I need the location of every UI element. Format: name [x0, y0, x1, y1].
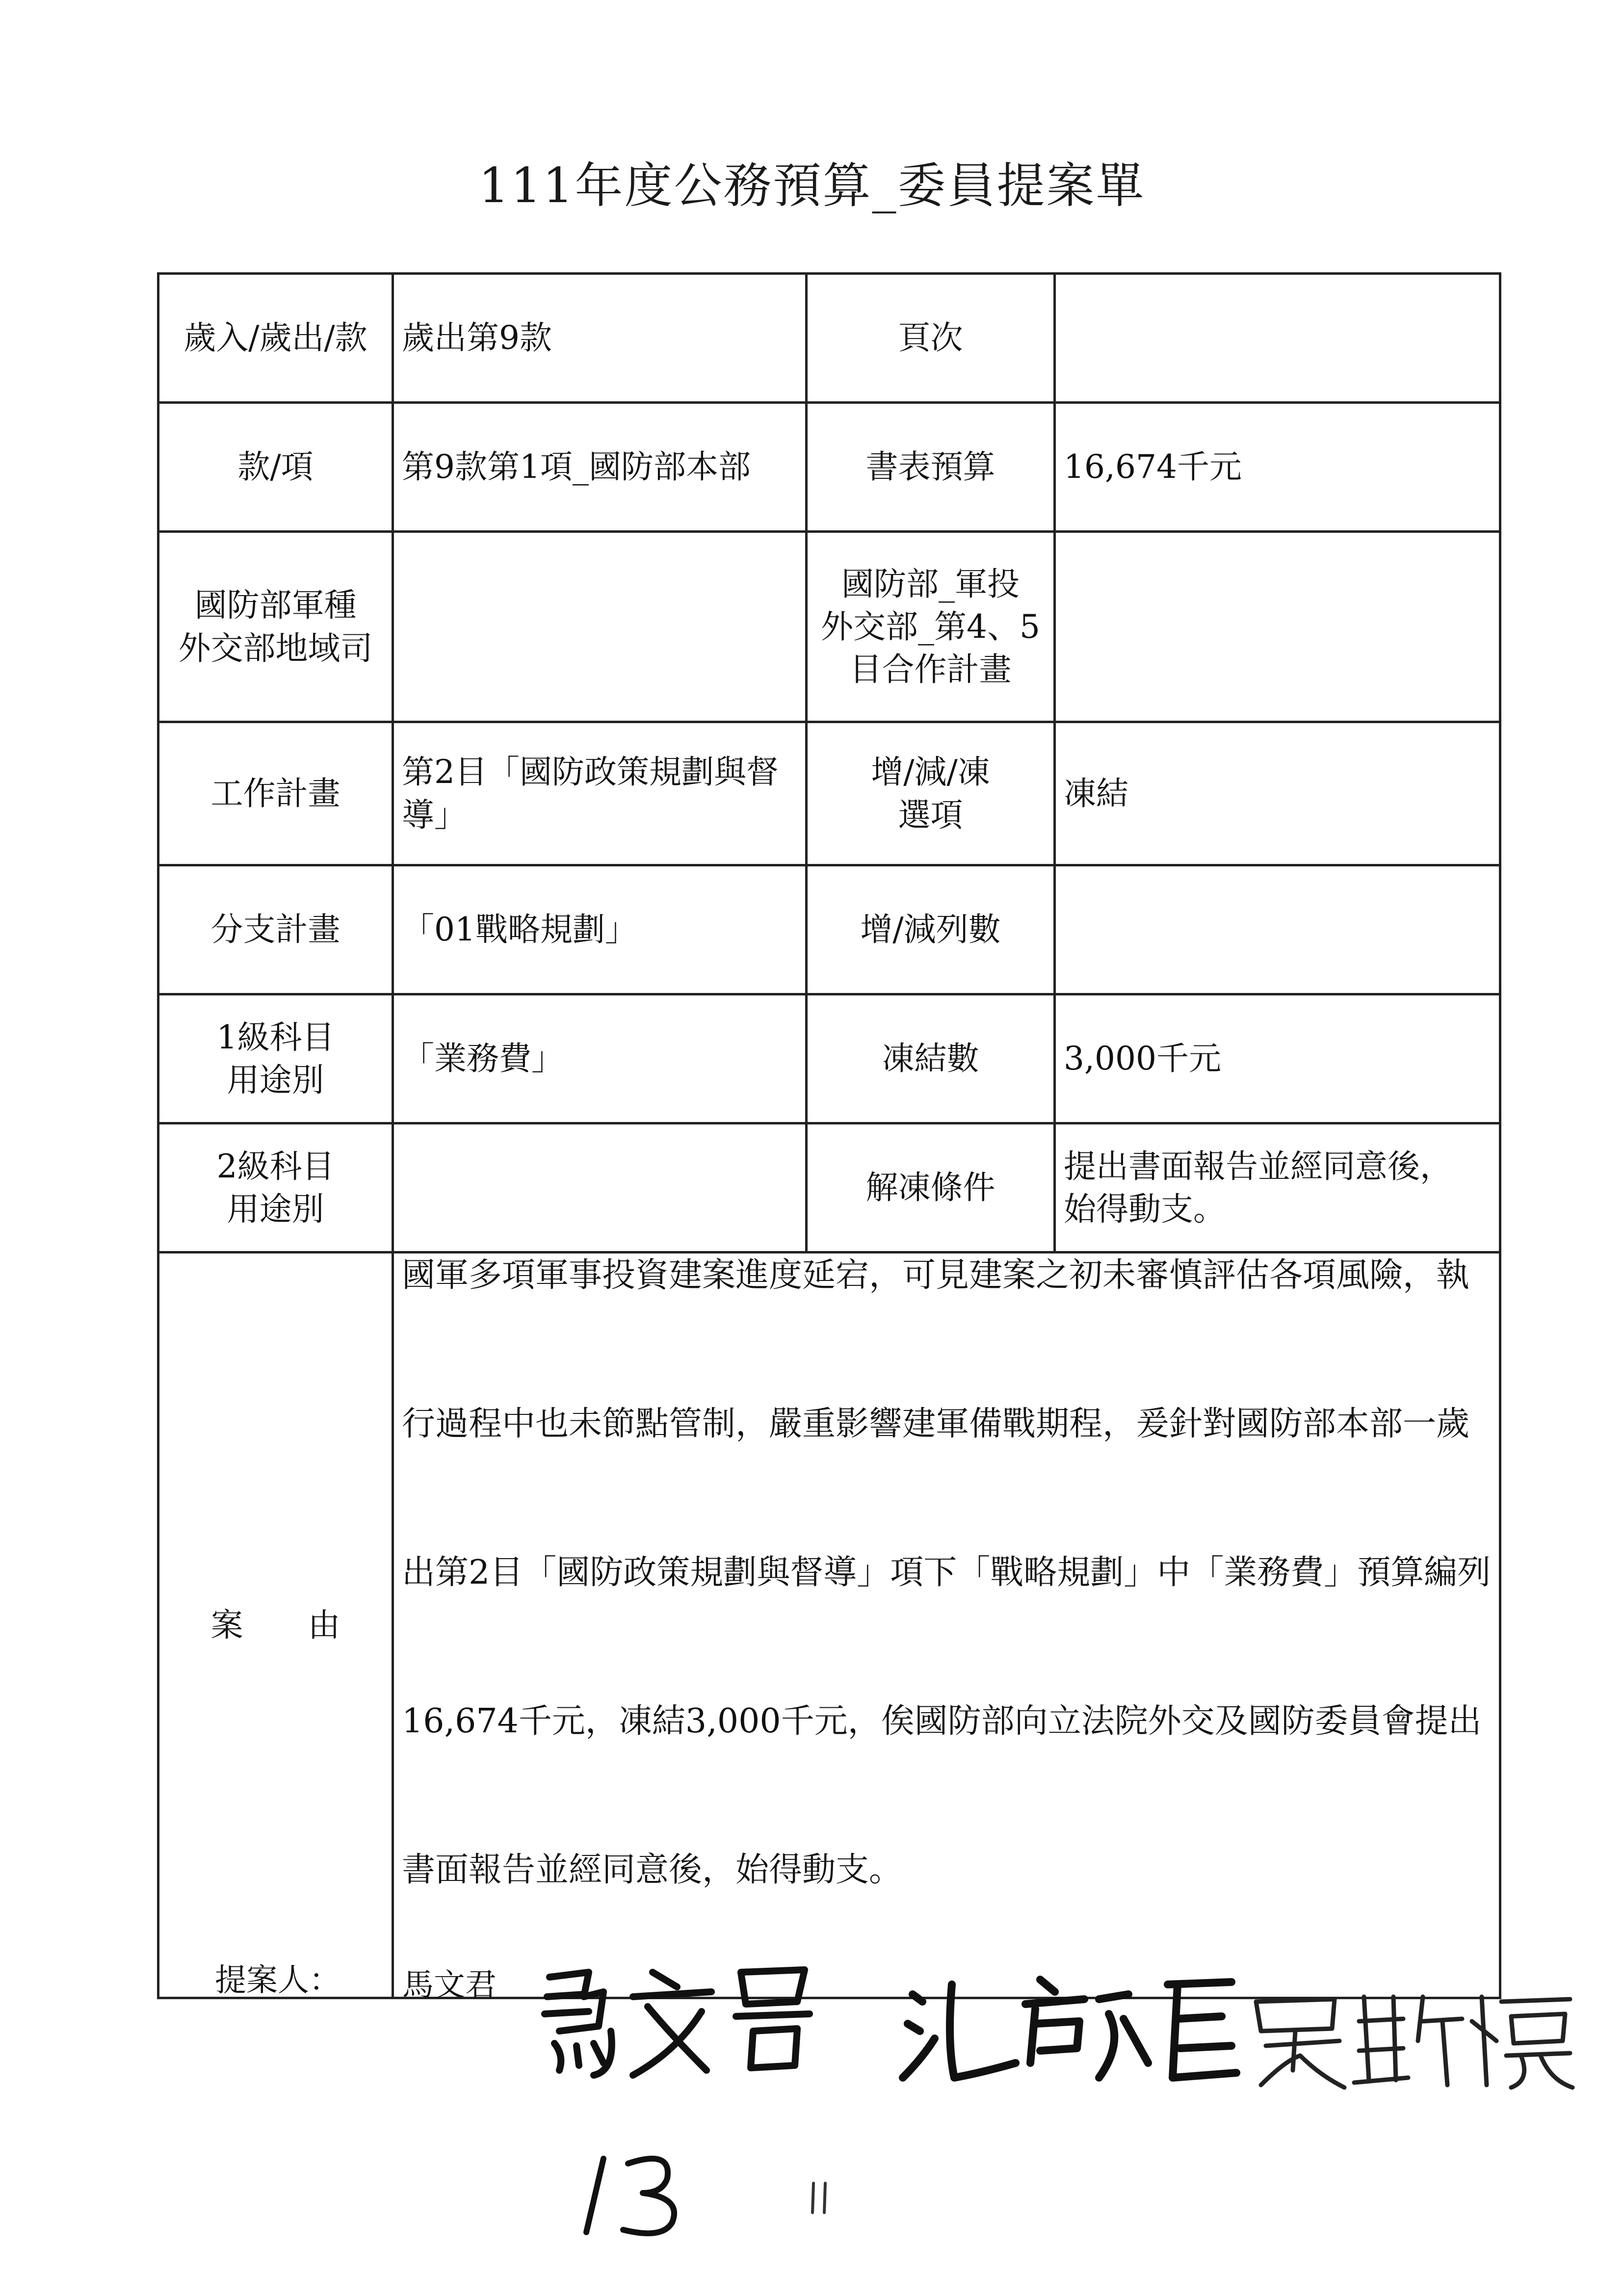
- reason-line: 行過程中也未節點管制，嚴重影響建軍備戰期程，爰針對國防部本部一歲: [402, 1405, 1470, 1443]
- row-budget-type: [158, 274, 1500, 403]
- handwritten-signature-2: [893, 1965, 1246, 2092]
- value-frozen-amount: 3,000千元: [1055, 994, 1500, 1123]
- row-level1-subject: [158, 994, 1500, 1123]
- handwritten-signature-3: [1246, 1982, 1580, 2095]
- label-branch-plan: 分支計畫: [158, 865, 393, 994]
- value-page-number: [1055, 274, 1500, 403]
- value-level2-subject: [393, 1123, 807, 1252]
- proposer-name: 馬文君: [402, 1967, 497, 2004]
- value-line: 第2目「國防政策規劃與督: [402, 753, 779, 791]
- label-reason: 案 由: [158, 1252, 393, 1998]
- label-line: 用途別: [227, 1190, 324, 1228]
- value-adjust-option: 凍結: [1055, 722, 1500, 865]
- label-frozen-amount: 凍結數: [807, 994, 1055, 1123]
- label-line: 外交部地域司: [178, 629, 373, 667]
- value-line: 導」: [402, 796, 467, 834]
- label-level1-subject: [158, 994, 393, 1123]
- proposal-form-table: [157, 272, 1501, 1999]
- value-line: 始得動支。: [1064, 1190, 1226, 1228]
- handwritten-page-number: [574, 2144, 702, 2242]
- value-line: 提出書面報告並經同意後，: [1064, 1147, 1452, 1185]
- label-line: 1級科目: [216, 1018, 335, 1056]
- row-branch-plan: [158, 865, 1500, 994]
- label-level2-subject: [158, 1123, 393, 1252]
- label-statement-budget: 書表預算: [807, 403, 1055, 532]
- proposer-label: 提案人：: [215, 1962, 341, 1999]
- label-unfreeze-condition: 解凍條件: [807, 1123, 1055, 1252]
- label-line: 國防部_軍投: [841, 565, 1020, 603]
- label-military-branch: [158, 532, 393, 722]
- label-line: 外交部_第4、5: [821, 607, 1040, 646]
- handwritten-signature-1: [530, 1957, 824, 2085]
- row-level2-subject: [158, 1123, 1500, 1252]
- value-branch-plan: 「01戰略規劃」: [393, 865, 807, 994]
- label-line: 國防部軍種: [194, 586, 357, 625]
- label-work-plan: 工作計畫: [158, 722, 393, 865]
- label-page-number: 頁次: [807, 274, 1055, 403]
- value-statement-budget: 16,674千元: [1055, 403, 1500, 532]
- reason-line: 16,674千元，凍結3,000千元，俟國防部向立法院外交及國防委員會提出: [402, 1702, 1482, 1741]
- value-cooperation-plan: [1055, 532, 1500, 722]
- label-line: 用途別: [227, 1061, 324, 1099]
- value-military-branch: [393, 532, 807, 722]
- label-section-item: 款/項: [158, 403, 393, 532]
- row-reason: [158, 1252, 1500, 1998]
- value-adjust-amount: [1055, 865, 1500, 994]
- value-work-plan: [393, 722, 807, 865]
- form-title: 111年度公務預算_委員提案單: [478, 158, 1146, 214]
- value-level1-subject: 「業務費」: [393, 994, 807, 1123]
- label-line: 2級科目: [216, 1147, 335, 1185]
- value-section-item: 第9款第1項_國防部本部: [393, 403, 807, 532]
- label-adjust-amount: 增/減列數: [807, 865, 1055, 994]
- reason-line: 出第2目「國防政策規劃與督導」項下「戰略規劃」中「業務費」預算編列: [402, 1553, 1491, 1592]
- handwritten-tally-mark: [805, 2178, 834, 2218]
- label-line: 目合作計畫: [849, 651, 1012, 689]
- row-work-plan: [158, 722, 1500, 865]
- reason-line: 書面報告並經同意後，始得動支。: [402, 1851, 903, 1889]
- reason-text: [393, 1252, 1500, 1998]
- row-section-item: [158, 403, 1500, 532]
- label-line: 增/減/凍: [871, 753, 990, 791]
- row-branch: [158, 532, 1500, 722]
- label-cooperation-plan: [807, 532, 1055, 722]
- label-adjust-option: [807, 722, 1055, 865]
- value-unfreeze-condition: [1055, 1123, 1500, 1252]
- value-revenue-expenditure: 歲出第9款: [393, 274, 807, 403]
- label-line: 選項: [898, 796, 963, 834]
- reason-line: 國軍多項軍事投資建案進度延宕，可見建案之初未審慎評估各項風險，執: [402, 1256, 1470, 1295]
- label-revenue-expenditure: 歲入/歲出/款: [158, 274, 393, 403]
